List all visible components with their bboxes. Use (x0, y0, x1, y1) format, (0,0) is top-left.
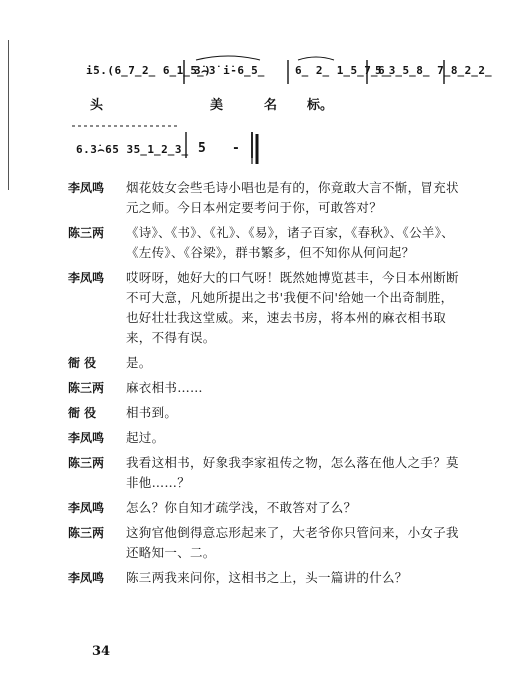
speech-text: 陈三两我来问你，这相书之上，头一篇讲的什么？ (126, 570, 408, 585)
speaker-name: 衙 役 (68, 356, 97, 370)
dialogue-line (68, 353, 463, 373)
speech-text: 怎么？你自知才疏学浅，不敢答对了么？ (126, 500, 357, 515)
speech-text: 是。 (126, 355, 152, 370)
dialogue-line (68, 498, 463, 518)
dialogue-block (68, 178, 463, 593)
speaker-name: 李凤鸣 (68, 181, 105, 195)
speaker-name: 李凤鸣 (68, 571, 105, 585)
speech-text: 烟花妓女会些毛诗小唱也是有的，你竟敢大言不惭，冒充状元之师。今日本州定要考问于你，可敢答对？ (126, 180, 459, 215)
speaker-name: 衙 役 (68, 406, 97, 420)
dialogue-line (68, 523, 463, 563)
speech-text: 《诗》、《书》、《礼》、《易》，诸子百家，《春秋》、《公羊》、《左传》、《谷梁》，群书繁多，但不知你从何问起？ (126, 225, 455, 260)
score-row1-measure1: i̇5.(6̲7̲2̲ 6̲1̲5̲) (86, 64, 212, 77)
dialogue-line (68, 268, 463, 348)
page-edge-marks (8, 40, 11, 190)
score-row1-barlines (80, 54, 460, 94)
speaker-name: 李凤鸣 (68, 501, 105, 515)
speech-text: 这狗官他倒得意忘形起来了，大老爷你只管问来，小女子我还略知一、二。 (126, 525, 459, 560)
lyric-4: 标。 (307, 98, 334, 113)
speaker-name: 李凤鸣 (68, 271, 105, 285)
dialogue-line (68, 453, 463, 493)
score-row2-final-note: 5 (198, 141, 207, 156)
lyric-1: 头 (90, 98, 104, 113)
speech-text: 哎呀呀，她好大的口气呀！既然她博览甚丰，今日本州断断不可大意，凡她所提出之书'我便不问'给她一个出奇制胜，也好壮壮我这堂威。来，速去书房，将本州的麻衣相书取来，不得有误。 (126, 270, 459, 345)
speaker-name: 李凤鸣 (68, 431, 105, 445)
dialogue-line (68, 403, 463, 423)
dialogue-line (68, 378, 463, 398)
speech-text: 麻衣相书…… (126, 380, 203, 395)
score-row1-measure3: 6̲ 2̲ 1̲5̲7̲6̲ (295, 64, 392, 77)
score-row2-dash: - (232, 141, 241, 156)
score-row2-measure1: 6.3̇⌢65 35̲1̲2̲3̲ (76, 143, 189, 156)
score-final-barline (250, 128, 262, 170)
speech-text: 相书到。 (126, 405, 178, 420)
speech-text: 我看这相书，好象我李家祖传之物，怎么落在他人之手？莫非他……？ (126, 455, 459, 490)
lyric-3: 名 (264, 98, 278, 113)
speaker-name: 陈三两 (68, 456, 105, 470)
speaker-name: 陈三两 (68, 226, 105, 240)
dialogue-line (68, 223, 463, 263)
dialogue-line (68, 178, 463, 218)
speech-text: 起过。 (126, 430, 165, 445)
page-number: 34 (92, 644, 111, 659)
lyric-2: 美 (210, 98, 224, 113)
score-row1-measure2: 3̇⌢3̇ i̇-6̲5̲ (194, 64, 265, 77)
speaker-name: 陈三两 (68, 381, 105, 395)
speaker-name: 陈三两 (68, 526, 105, 540)
score-row1-measure4: 5̲3̲5̲8̲ 7̲8̲2̲2̲ (375, 64, 493, 77)
dialogue-line (68, 428, 463, 448)
dialogue-line (68, 568, 463, 588)
